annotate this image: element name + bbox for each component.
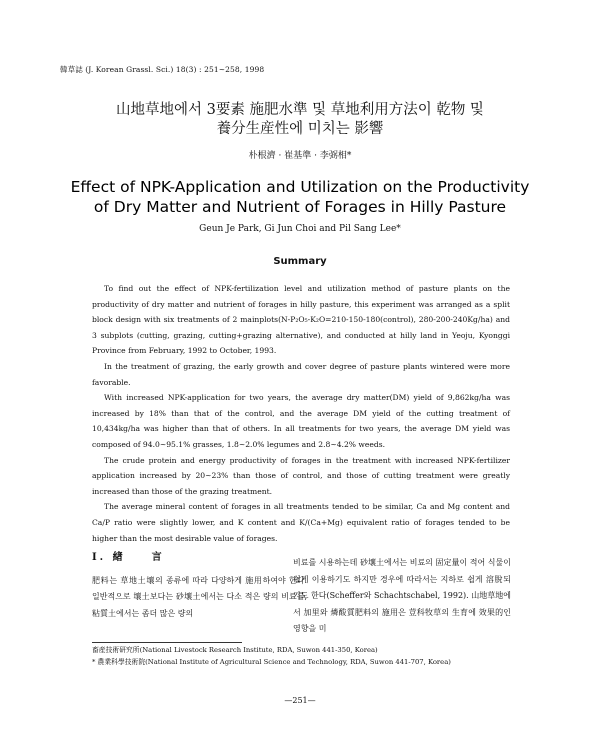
section-heading-introduction: Ⅰ. 緖 言 — [92, 552, 165, 563]
english-title-line2: of Dry Matter and Nutrient of Forages in Hilly Pasture — [93, 198, 507, 216]
footnote-affiliation-1: 畜産技術研究所(National Livestock Research Institute, RDA, Suwon 441-350, Korea) — [92, 646, 378, 654]
korean-authors: 朴根濟 · 崔基準 · 李弼相* — [248, 151, 352, 161]
footnote-affiliation-2: * 農業科學技術院(National Institute of Agricultural Science and Technology, RDA, Suwon 441-707, Korea) — [92, 658, 451, 666]
abstract-paragraph: To find out the effect of NPK-fertilization level and utilization method of pasture plants on the productivity of dry matter and nutrient of forages in hilly pasture, this experiment was arranged as a split block design with six treatments of 2 mainplots(N-P₂O₅-K₂O=210-150-180(control), 280-200-240Kg/ha) and 3 subplots (cutting, grazing, cutting+grazing alternative), and conducted at hilly land in Yeoju, Kyonggi Province from February, 1992 to October, 1993. — [92, 284, 510, 356]
abstract-paragraph: The average mineral content of forages in all treatments tended to be similar, Ca and Mg content and Ca/P ratio were slightly lower, and K content and K/(Ca+Mg) equivalent ratio of forages tended to be higher than the most desirable value of forages. — [92, 502, 510, 543]
footnote-divider — [92, 642, 242, 643]
right-column-text: 비료를 시용하는데 砂壤土에서는 비료의 固定量이 적어 식물이 쉽게 이용하기도 하지만 경우에 따라서는 지하로 쉽게 溶脫되기도 한다(Scheffer와 Schachtschabel, 1992). 山地草地에서 加里와 燐酸質肥料의 施用은 荳科牧草의 生育에 效果的인 영향을 미 — [293, 558, 511, 633]
right-column — [293, 555, 511, 638]
left-column — [92, 550, 307, 622]
korean-title-line2: 養分生産性에 미치는 影響 — [216, 121, 384, 137]
summary-heading: Summary — [273, 256, 327, 267]
english-title-line1: Effect of NPK-Application and Utilization on the Productivity — [70, 178, 530, 196]
abstract-paragraph: With increased NPK-application for two years, the average dry matter(DM) yield of 9,862kg/ha was increased by 18% than that of the control, and the average DM yield of the cutting treatment of 10,434kg/ha was higher than that of others. In all treatments for two years, the average DM yield was composed of 94.0~95.1% grasses, 1.8~2.0% legumes and 2.8~4.2% weeds. — [92, 393, 510, 449]
journal-citation: 韓草誌 (J. Korean Grassl. Sci.) 18(3) : 251~258, 1998 — [60, 65, 265, 74]
korean-title-line1: 山地草地에서 3要素 施肥水準 및 草地利用方法이 乾物 및 — [116, 102, 484, 118]
english-authors: Geun Je Park, Gi Jun Choi and Pil Sang Lee* — [199, 224, 401, 234]
abstract — [92, 281, 510, 546]
abstract-paragraph: In the treatment of grazing, the early growth and cover degree of pasture plants wintered were more favorable. — [92, 361, 510, 387]
page-number: —251— — [284, 696, 316, 705]
abstract-paragraph: The crude protein and energy productivity of forages in the treatment with increased NPK-fertilizer application increased by 20~23% than those of control, and those of cutting treatment were greatly increased than those of the grazing treatment. — [92, 455, 510, 496]
left-column-text: 肥料는 草地土壤의 종류에 따라 다양하게 施用하여야 한다. 일반적으로 壤土보다는 砂壤土에서는 다소 적은 량의 비료를, 粘質土에서는 좀더 많은 량의 — [92, 575, 307, 618]
